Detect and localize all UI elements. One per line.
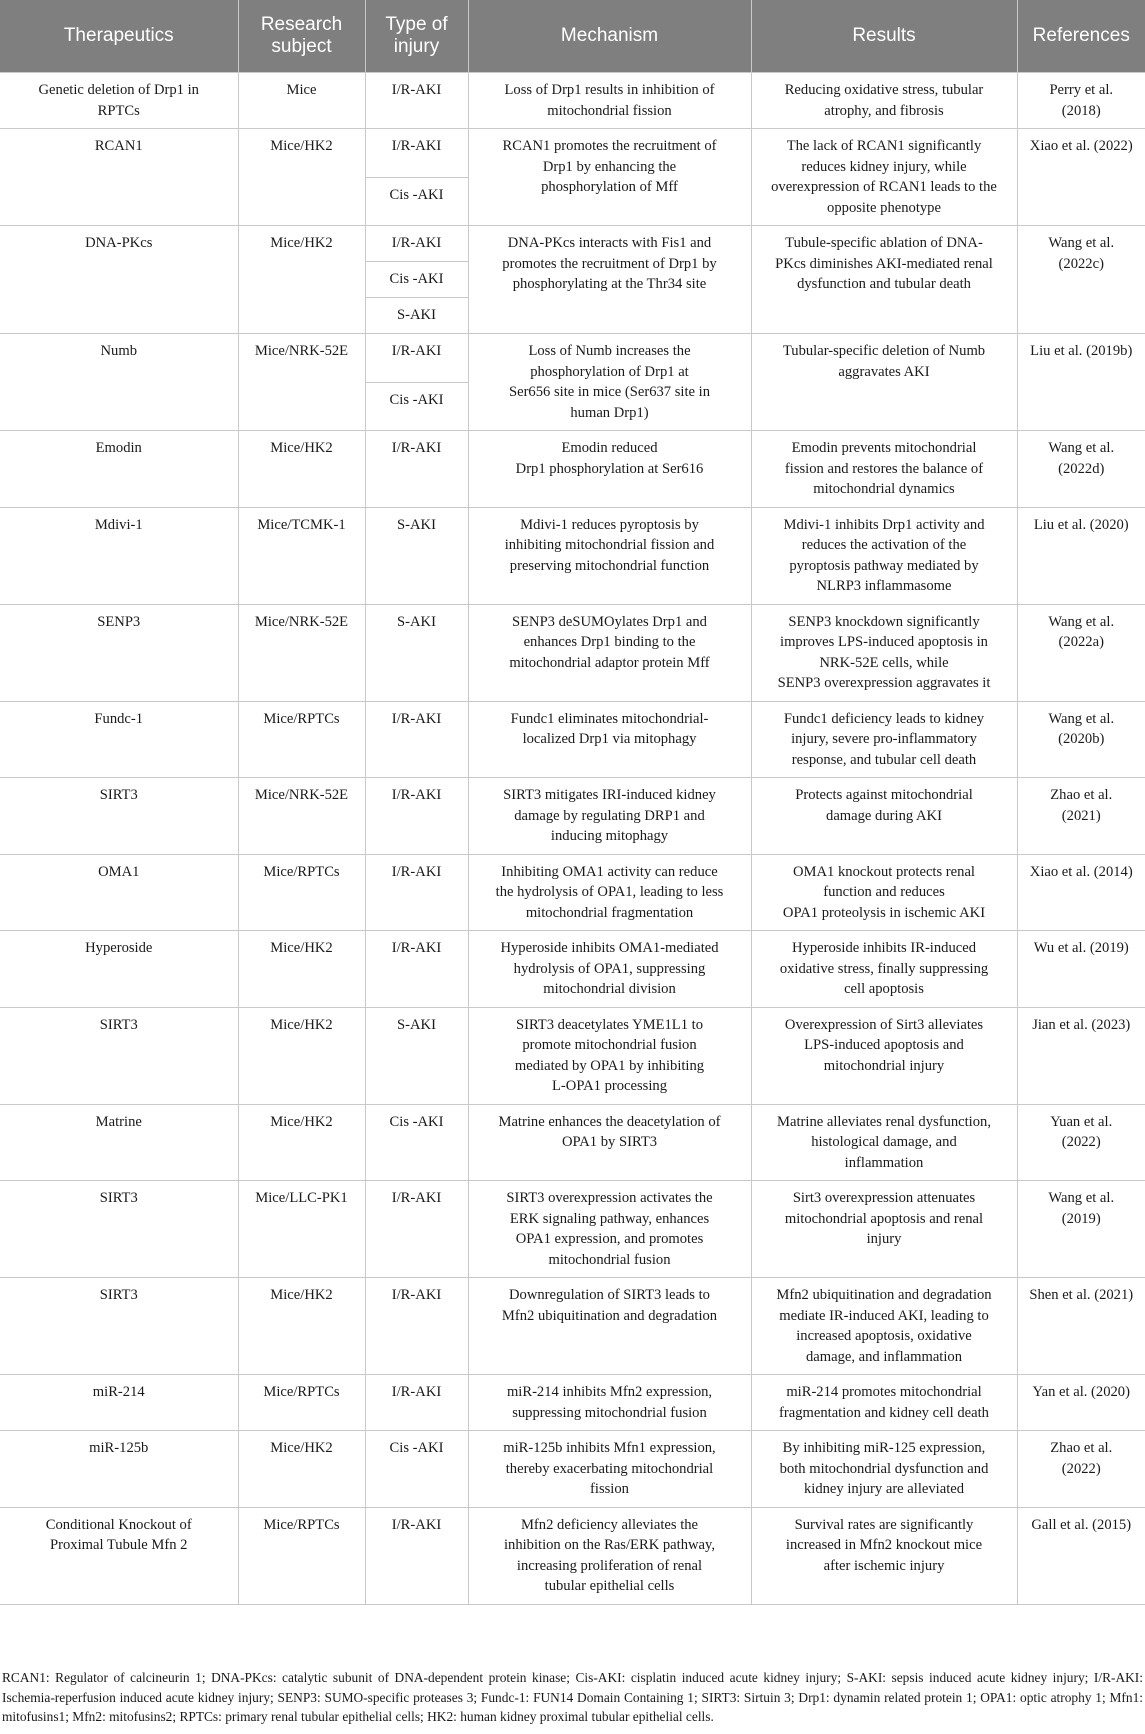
cell-research-subject: Mice/TCMK-1 (238, 507, 365, 604)
cell-injury-type: S-AKI (365, 298, 468, 334)
cell-research-subject: Mice/RPTCs (238, 1375, 365, 1431)
table-row (0, 1375, 1145, 1431)
cell-reference: Xiao et al. (2022) (1017, 129, 1145, 226)
table-row (0, 1007, 1145, 1104)
cell-research-subject: Mice/NRK-52E (238, 778, 365, 855)
cell-research-subject: Mice/HK2 (238, 431, 365, 508)
table-row (0, 604, 1145, 701)
cell-research-subject: Mice/RPTCs (238, 1507, 365, 1604)
cell-results: Mdivi-1 inhibits Drp1 activity and reduces the activation of the pyroptosis pathway mediated by NLRP3 inflammasome (751, 507, 1017, 604)
cell-research-subject: Mice/RPTCs (238, 854, 365, 931)
cell-results: Reducing oxidative stress, tubular atrophy, and fibrosis (751, 73, 1017, 129)
cell-results: The lack of RCAN1 significantly reduces kidney injury, while overexpression of RCAN1 leads to the opposite phenotype (751, 129, 1017, 226)
table-row (0, 1181, 1145, 1278)
cell-therapeutic: Fundc-1 (0, 701, 238, 778)
cell-mechanism: Downregulation of SIRT3 leads to Mfn2 ubiquitination and degradation (468, 1278, 751, 1375)
cell-therapeutic: Mdivi-1 (0, 507, 238, 604)
table-row (0, 1278, 1145, 1375)
table-row (0, 334, 1145, 383)
table-row (0, 226, 1145, 262)
header-research-subject: Research subject (238, 0, 365, 73)
cell-reference: Wang et al. (2022c) (1017, 226, 1145, 334)
cell-injury-type: S-AKI (365, 1007, 468, 1104)
cell-research-subject: Mice/HK2 (238, 129, 365, 226)
cell-reference: Liu et al. (2019b) (1017, 334, 1145, 431)
cell-mechanism: SIRT3 mitigates IRI-induced kidney damage by regulating DRP1 and inducing mitophagy (468, 778, 751, 855)
header-mechanism: Mechanism (468, 0, 751, 73)
cell-research-subject: Mice/NRK-52E (238, 604, 365, 701)
cell-therapeutic: SIRT3 (0, 1278, 238, 1375)
cell-research-subject: Mice/RPTCs (238, 701, 365, 778)
cell-therapeutic: Hyperoside (0, 931, 238, 1008)
cell-therapeutic: SENP3 (0, 604, 238, 701)
cell-mechanism: Inhibiting OMA1 activity can reduce the hydrolysis of OPA1, leading to less mitochondrial fragmentation (468, 854, 751, 931)
cell-results: Tubular-specific deletion of Numb aggravates AKI (751, 334, 1017, 431)
cell-therapeutic: DNA-PKcs (0, 226, 238, 334)
cell-injury-type: I/R-AKI (365, 778, 468, 855)
cell-therapeutic: Numb (0, 334, 238, 431)
cell-research-subject: Mice/HK2 (238, 1104, 365, 1181)
table-row (0, 129, 1145, 178)
cell-research-subject: Mice/HK2 (238, 931, 365, 1008)
cell-research-subject: Mice/NRK-52E (238, 334, 365, 431)
cell-therapeutic: RCAN1 (0, 129, 238, 226)
cell-reference: Wu et al. (2019) (1017, 931, 1145, 1008)
cell-mechanism: Matrine enhances the deacetylation of OPA1 by SIRT3 (468, 1104, 751, 1181)
cell-injury-type: Cis -AKI (365, 1431, 468, 1508)
cell-mechanism: miR-214 inhibits Mfn2 expression, suppressing mitochondrial fusion (468, 1375, 751, 1431)
header-therapeutics: Therapeutics (0, 0, 238, 73)
cell-mechanism: Mdivi-1 reduces pyroptosis by inhibiting mitochondrial fission and preserving mitochondrial function (468, 507, 751, 604)
cell-injury-type: I/R-AKI (365, 1181, 468, 1278)
table-row (0, 73, 1145, 129)
cell-injury-type: I/R-AKI (365, 854, 468, 931)
cell-results: Tubule-specific ablation of DNA- PKcs diminishes AKI-mediated renal dysfunction and tubular death (751, 226, 1017, 334)
cell-injury-type: Cis -AKI (365, 382, 468, 431)
cell-results: Fundc1 deficiency leads to kidney injury, severe pro-inflammatory response, and tubular cell death (751, 701, 1017, 778)
table-row (0, 507, 1145, 604)
cell-results: Matrine alleviates renal dysfunction, histological damage, and inflammation (751, 1104, 1017, 1181)
cell-injury-type: Cis -AKI (365, 177, 468, 226)
cell-reference: Wang et al. (2019) (1017, 1181, 1145, 1278)
cell-therapeutic: Matrine (0, 1104, 238, 1181)
cell-injury-type: S-AKI (365, 604, 468, 701)
cell-mechanism: Loss of Numb increases the phosphorylation of Drp1 at Ser656 site in mice (Ser637 site in human Drp1) (468, 334, 751, 431)
cell-injury-type: I/R-AKI (365, 334, 468, 383)
cell-results: Sirt3 overexpression attenuates mitochondrial apoptosis and renal injury (751, 1181, 1017, 1278)
cell-results: Protects against mitochondrial damage during AKI (751, 778, 1017, 855)
cell-mechanism: SENP3 deSUMOylates Drp1 and enhances Drp1 binding to the mitochondrial adaptor protein Mff (468, 604, 751, 701)
cell-reference: Wang et al. (2022d) (1017, 431, 1145, 508)
cell-reference: Perry et al. (2018) (1017, 73, 1145, 129)
cell-results: OMA1 knockout protects renal function and reduces OPA1 proteolysis in ischemic AKI (751, 854, 1017, 931)
cell-mechanism: Emodin reduced Drp1 phosphorylation at Ser616 (468, 431, 751, 508)
table-footnote: RCAN1: Regulator of calcineurin 1; DNA-PKcs: catalytic subunit of DNA-dependent protein kinase; Cis-AKI: cisplatin induced acute kidney injury; S-AKI: sepsis induced acute kidney injury; I/R-AKI: Ischemia-reperfusion induced acute kidney injury; SENP3: SUMO-specific proteases 3; Fundc-1: FUN14 Domain Containing 1; SIRT3: Sirtuin 3; Drp1: dynamin related protein 1; OPA1: optic atrophy 1; Mfn1: mitofusins1; Mfn2: mitofusins2; RPTCs: primary renal tubular epithelial cells; HK2: human kidney proximal tubular epithelial cells. (2, 1670, 1143, 1724)
cell-mechanism: RCAN1 promotes the recruitment of Drp1 by enhancing the phosphorylation of Mff (468, 129, 751, 226)
cell-mechanism: Hyperoside inhibits OMA1-mediated hydrolysis of OPA1, suppressing mitochondrial division (468, 931, 751, 1008)
cell-reference: Yuan et al. (2022) (1017, 1104, 1145, 1181)
table-row (0, 778, 1145, 855)
header-results: Results (751, 0, 1017, 73)
header-type-of-injury: Type of injury (365, 0, 468, 73)
cell-therapeutic: miR-214 (0, 1375, 238, 1431)
cell-injury-type: I/R-AKI (365, 931, 468, 1008)
cell-therapeutic: Emodin (0, 431, 238, 508)
cell-reference: Wang et al. (2022a) (1017, 604, 1145, 701)
cell-mechanism: DNA-PKcs interacts with Fis1 and promotes the recruitment of Drp1 by phosphorylating at the Thr34 site (468, 226, 751, 334)
cell-results: miR-214 promotes mitochondrial fragmentation and kidney cell death (751, 1375, 1017, 1431)
cell-therapeutic: Genetic deletion of Drp1 in RPTCs (0, 73, 238, 129)
cell-research-subject: Mice/HK2 (238, 1431, 365, 1508)
cell-injury-type: I/R-AKI (365, 701, 468, 778)
table-row (0, 1507, 1145, 1604)
cell-results: Mfn2 ubiquitination and degradation mediate IR-induced AKI, leading to increased apoptosis, oxidative damage, and inflammation (751, 1278, 1017, 1375)
cell-injury-type: I/R-AKI (365, 431, 468, 508)
cell-reference: Yan et al. (2020) (1017, 1375, 1145, 1431)
cell-results: Survival rates are significantly increased in Mfn2 knockout mice after ischemic injury (751, 1507, 1017, 1604)
cell-reference: Gall et al. (2015) (1017, 1507, 1145, 1604)
table-body (0, 73, 1145, 1605)
cell-mechanism: SIRT3 deacetylates YME1L1 to promote mitochondrial fusion mediated by OPA1 by inhibiting L-OPA1 processing (468, 1007, 751, 1104)
cell-therapeutic: OMA1 (0, 854, 238, 931)
cell-reference: Jian et al. (2023) (1017, 1007, 1145, 1104)
table-row (0, 1104, 1145, 1181)
cell-research-subject: Mice/HK2 (238, 1007, 365, 1104)
cell-injury-type: I/R-AKI (365, 129, 468, 178)
cell-reference: Wang et al. (2020b) (1017, 701, 1145, 778)
cell-research-subject: Mice (238, 73, 365, 129)
table-row (0, 1431, 1145, 1508)
cell-injury-type: Cis -AKI (365, 1104, 468, 1181)
header-references: References (1017, 0, 1145, 73)
cell-results: Overexpression of Sirt3 alleviates LPS-induced apoptosis and mitochondrial injury (751, 1007, 1017, 1104)
table-row (0, 931, 1145, 1008)
cell-therapeutic: miR-125b (0, 1431, 238, 1508)
cell-results: SENP3 knockdown significantly improves LPS-induced apoptosis in NRK-52E cells, while SENP3 overexpression aggravates it (751, 604, 1017, 701)
cell-mechanism: SIRT3 overexpression activates the ERK signaling pathway, enhances OPA1 expression, and promotes mitochondrial fusion (468, 1181, 751, 1278)
cell-reference: Xiao et al. (2014) (1017, 854, 1145, 931)
cell-results: Hyperoside inhibits IR-induced oxidative stress, finally suppressing cell apoptosis (751, 931, 1017, 1008)
cell-mechanism: Fundc1 eliminates mitochondrial- localized Drp1 via mitophagy (468, 701, 751, 778)
cell-injury-type: I/R-AKI (365, 1507, 468, 1604)
cell-therapeutic: SIRT3 (0, 1181, 238, 1278)
cell-research-subject: Mice/HK2 (238, 226, 365, 334)
table-row (0, 854, 1145, 931)
cell-injury-type: I/R-AKI (365, 1278, 468, 1375)
cell-injury-type: I/R-AKI (365, 226, 468, 262)
table-row (0, 701, 1145, 778)
cell-reference: Zhao et al. (2022) (1017, 1431, 1145, 1508)
cell-research-subject: Mice/LLC-PK1 (238, 1181, 365, 1278)
cell-injury-type: I/R-AKI (365, 1375, 468, 1431)
cell-reference: Liu et al. (2020) (1017, 507, 1145, 604)
cell-results: By inhibiting miR-125 expression, both mitochondrial dysfunction and kidney injury are alleviated (751, 1431, 1017, 1508)
cell-therapeutic: SIRT3 (0, 1007, 238, 1104)
cell-therapeutic: Conditional Knockout of Proximal Tubule Mfn 2 (0, 1507, 238, 1604)
header-row (0, 0, 1145, 73)
cell-reference: Shen et al. (2021) (1017, 1278, 1145, 1375)
cell-reference: Zhao et al. (2021) (1017, 778, 1145, 855)
cell-mechanism: miR-125b inhibits Mfn1 expression, thereby exacerbating mitochondrial fission (468, 1431, 751, 1508)
cell-therapeutic: SIRT3 (0, 778, 238, 855)
cell-injury-type: Cis -AKI (365, 262, 468, 298)
cell-injury-type: I/R-AKI (365, 73, 468, 129)
cell-mechanism: Loss of Drp1 results in inhibition of mitochondrial fission (468, 73, 751, 129)
cell-injury-type: S-AKI (365, 507, 468, 604)
table-row (0, 431, 1145, 508)
cell-research-subject: Mice/HK2 (238, 1278, 365, 1375)
cell-mechanism: Mfn2 deficiency alleviates the inhibition on the Ras/ERK pathway, increasing proliferation of renal tubular epithelial cells (468, 1507, 751, 1604)
cell-results: Emodin prevents mitochondrial fission and restores the balance of mitochondrial dynamics (751, 431, 1017, 508)
